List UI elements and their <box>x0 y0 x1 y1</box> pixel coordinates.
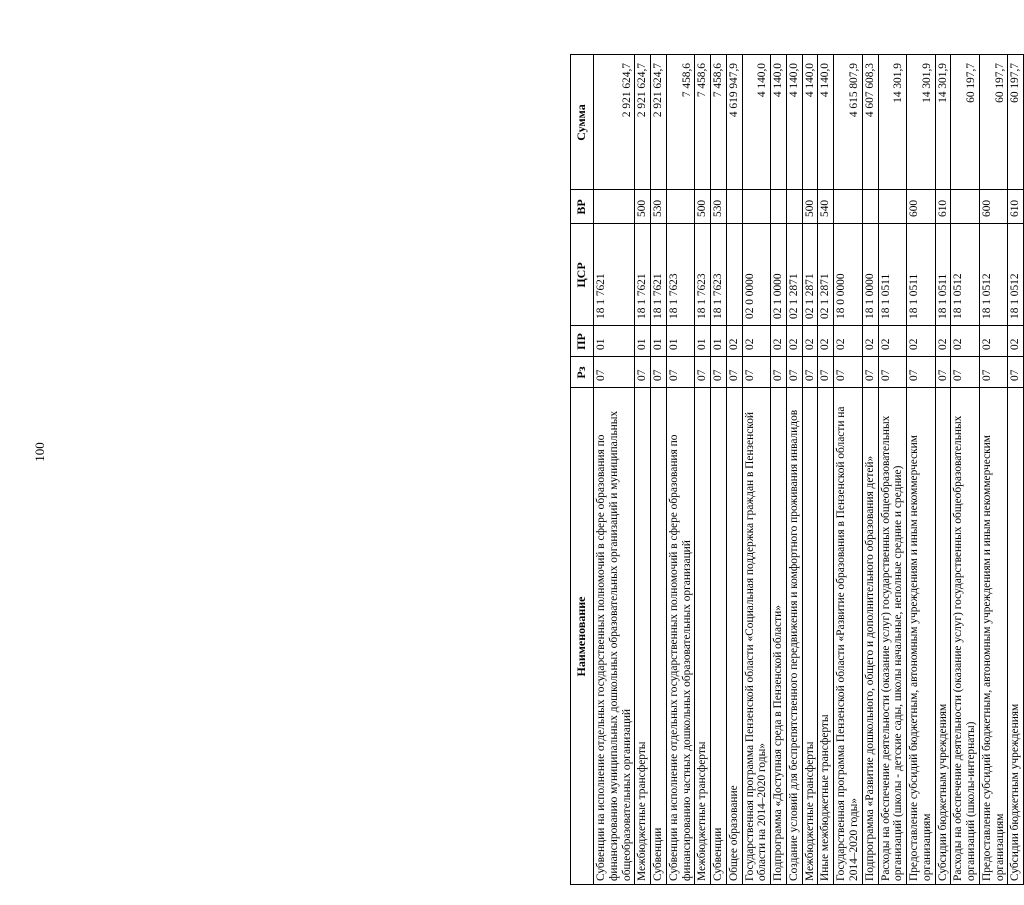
cell-rz: 07 <box>651 357 667 388</box>
table-row <box>742 55 771 885</box>
cell-rz: 07 <box>834 357 863 388</box>
cell-rz: 07 <box>818 357 834 388</box>
cell-sum: 7 458,6 <box>695 55 711 190</box>
cell-rz: 07 <box>594 357 635 388</box>
cell-sum: 7 458,6 <box>711 55 727 190</box>
cell-pr: 02 <box>834 326 863 357</box>
cell-rz: 07 <box>979 357 1008 388</box>
cell-rz: 07 <box>742 357 771 388</box>
cell-csr: 02 0 0000 <box>742 224 771 326</box>
table-row <box>878 55 907 885</box>
cell-sum: 4 607 608,3 <box>862 55 878 190</box>
cell-vr: 530 <box>711 190 727 224</box>
cell-sum: 4 615 807,9 <box>834 55 863 190</box>
cell-csr: 02 1 2871 <box>818 224 834 326</box>
cell-name: Государственная программа Пензенской области «Развитие образования в Пензенской области на 2014–2020 годы» <box>834 388 863 885</box>
cell-vr: 500 <box>802 190 818 224</box>
table-row <box>1008 55 1024 885</box>
cell-pr: 02 <box>951 326 980 357</box>
cell-pr: 02 <box>771 326 787 357</box>
table-row <box>635 55 651 885</box>
cell-csr: 18 1 0000 <box>862 224 878 326</box>
cell-sum: 4 140,0 <box>771 55 787 190</box>
cell-name: Создание условий для беспрепятственного передвижения и комфортного проживания инвалидов <box>786 388 802 885</box>
cell-name: Подпрограмма «Развитие дошкольного, общего и дополнительного образования детей» <box>862 388 878 885</box>
cell-sum: 60 197,7 <box>979 55 1008 190</box>
cell-csr: 18 1 0511 <box>907 224 936 326</box>
cell-name: Подпрограмма «Доступная среда в Пензенской области» <box>771 388 787 885</box>
cell-vr: 500 <box>695 190 711 224</box>
budget-table <box>570 54 1024 885</box>
cell-csr: 18 1 7623 <box>695 224 711 326</box>
cell-vr: 530 <box>651 190 667 224</box>
cell-csr: 18 0 0000 <box>834 224 863 326</box>
table-row <box>907 55 936 885</box>
cell-name: Межбюджетные трансферты <box>635 388 651 885</box>
cell-csr: 18 1 0511 <box>935 224 951 326</box>
header-name: Наименование <box>571 388 594 885</box>
cell-name: Межбюджетные трансферты <box>695 388 711 885</box>
table-body <box>594 55 1024 885</box>
cell-vr <box>594 190 635 224</box>
cell-csr: 02 1 2871 <box>802 224 818 326</box>
cell-vr <box>771 190 787 224</box>
cell-vr <box>862 190 878 224</box>
cell-rz: 07 <box>951 357 980 388</box>
table-row <box>695 55 711 885</box>
table-row <box>711 55 727 885</box>
cell-pr: 02 <box>1008 326 1024 357</box>
cell-sum: 4 140,0 <box>742 55 771 190</box>
cell-csr: 18 1 0512 <box>1008 224 1024 326</box>
cell-pr: 02 <box>979 326 1008 357</box>
cell-name: Субсидии бюджетным учреждениям <box>1008 388 1024 885</box>
cell-rz: 07 <box>771 357 787 388</box>
cell-pr: 01 <box>635 326 651 357</box>
cell-pr: 02 <box>786 326 802 357</box>
table-row <box>862 55 878 885</box>
cell-csr: 02 1 0000 <box>771 224 787 326</box>
cell-csr: 18 1 7621 <box>635 224 651 326</box>
table-row <box>726 55 742 885</box>
cell-pr: 02 <box>935 326 951 357</box>
cell-sum: 4 140,0 <box>818 55 834 190</box>
table-row <box>594 55 635 885</box>
cell-sum: 4 140,0 <box>802 55 818 190</box>
table-row <box>834 55 863 885</box>
cell-name: Иные межбюджетные трансферты <box>818 388 834 885</box>
cell-name: Предоставление субсидий бюджетным, автономным учреждениям и иным некоммерческим организациям <box>907 388 936 885</box>
cell-vr <box>786 190 802 224</box>
cell-name: Субвенции на исполнение отдельных государственных полномочий в сфере образования по финансированию частных дошкольных образовательных организаций <box>666 388 695 885</box>
cell-name: Расходы на обеспечение деятельности (оказание услуг) государственных общеобразовательных организаций (школы-интернаты) <box>951 388 980 885</box>
cell-name: Предоставление субсидий бюджетным, автономным учреждениям и иным некоммерческим организациям <box>979 388 1008 885</box>
table-row <box>951 55 980 885</box>
cell-sum: 4 619 947,9 <box>726 55 742 190</box>
cell-pr: 01 <box>711 326 727 357</box>
cell-vr: 610 <box>1008 190 1024 224</box>
header-sum: Сумма <box>571 55 594 190</box>
header-row <box>571 55 594 885</box>
cell-pr: 01 <box>666 326 695 357</box>
cell-vr <box>834 190 863 224</box>
cell-vr <box>726 190 742 224</box>
cell-rz: 07 <box>935 357 951 388</box>
table-row <box>979 55 1008 885</box>
table-row <box>935 55 951 885</box>
rotated-table-container <box>570 55 1024 885</box>
table-row <box>771 55 787 885</box>
cell-name: Общее образование <box>726 388 742 885</box>
cell-sum: 14 301,9 <box>907 55 936 190</box>
cell-name: Субвенции <box>711 388 727 885</box>
cell-rz: 07 <box>1008 357 1024 388</box>
cell-sum: 2 921 624,7 <box>635 55 651 190</box>
cell-rz: 07 <box>695 357 711 388</box>
cell-pr: 02 <box>907 326 936 357</box>
table-row <box>802 55 818 885</box>
header-csr: ЦСР <box>571 224 594 326</box>
cell-rz: 07 <box>862 357 878 388</box>
page-number: 100 <box>32 442 47 462</box>
cell-sum: 14 301,9 <box>935 55 951 190</box>
cell-name: Субвенции <box>651 388 667 885</box>
table-row <box>651 55 667 885</box>
cell-sum: 4 140,0 <box>786 55 802 190</box>
cell-csr: 02 1 2871 <box>786 224 802 326</box>
cell-sum: 2 921 624,7 <box>651 55 667 190</box>
cell-csr <box>726 224 742 326</box>
cell-rz: 07 <box>635 357 651 388</box>
cell-name: Расходы на обеспечение деятельности (оказание услуг) государственных общеобразовательных организаций (школы - детские сады, школы начальные, неполные средние и средние) <box>878 388 907 885</box>
table-row <box>666 55 695 885</box>
cell-sum: 7 458,6 <box>666 55 695 190</box>
cell-pr: 02 <box>862 326 878 357</box>
cell-csr: 18 1 7623 <box>711 224 727 326</box>
cell-pr: 02 <box>726 326 742 357</box>
cell-rz: 07 <box>711 357 727 388</box>
cell-rz: 07 <box>726 357 742 388</box>
cell-pr: 02 <box>878 326 907 357</box>
cell-vr <box>878 190 907 224</box>
cell-csr: 18 1 7623 <box>666 224 695 326</box>
cell-pr: 01 <box>594 326 635 357</box>
cell-vr <box>951 190 980 224</box>
cell-pr: 02 <box>742 326 771 357</box>
cell-name: Субвенции на исполнение отдельных государственных полномочий в сфере образования по финансированию муниципальных дошкольных образовательных организаций и муниципальных общеобразовательных организаций <box>594 388 635 885</box>
cell-pr: 02 <box>818 326 834 357</box>
cell-rz: 07 <box>802 357 818 388</box>
cell-csr: 18 1 0512 <box>979 224 1008 326</box>
cell-rz: 07 <box>666 357 695 388</box>
cell-rz: 07 <box>786 357 802 388</box>
cell-csr: 18 1 7621 <box>651 224 667 326</box>
cell-rz: 07 <box>907 357 936 388</box>
cell-csr: 18 1 7621 <box>594 224 635 326</box>
header-rz: Рз <box>571 357 594 388</box>
cell-rz: 07 <box>878 357 907 388</box>
cell-pr: 02 <box>802 326 818 357</box>
cell-vr <box>666 190 695 224</box>
cell-pr: 01 <box>695 326 711 357</box>
header-vr: ВР <box>571 190 594 224</box>
cell-csr: 18 1 0512 <box>951 224 980 326</box>
cell-sum: 60 197,7 <box>951 55 980 190</box>
cell-vr <box>742 190 771 224</box>
cell-pr: 01 <box>651 326 667 357</box>
cell-vr: 610 <box>935 190 951 224</box>
cell-name: Государственная программа Пензенской области «Социальная поддержка граждан в Пензенской области на 2014–2020 годы» <box>742 388 771 885</box>
cell-vr: 540 <box>818 190 834 224</box>
cell-sum: 60 197,7 <box>1008 55 1024 190</box>
cell-sum: 14 301,9 <box>878 55 907 190</box>
cell-csr: 18 1 0511 <box>878 224 907 326</box>
cell-sum: 2 921 624,7 <box>594 55 635 190</box>
cell-name: Межбюджетные трансферты <box>802 388 818 885</box>
header-pr: ПР <box>571 326 594 357</box>
cell-name: Субсидии бюджетным учреждениям <box>935 388 951 885</box>
table-row <box>818 55 834 885</box>
cell-vr: 600 <box>907 190 936 224</box>
table-row <box>786 55 802 885</box>
cell-vr: 600 <box>979 190 1008 224</box>
cell-vr: 500 <box>635 190 651 224</box>
